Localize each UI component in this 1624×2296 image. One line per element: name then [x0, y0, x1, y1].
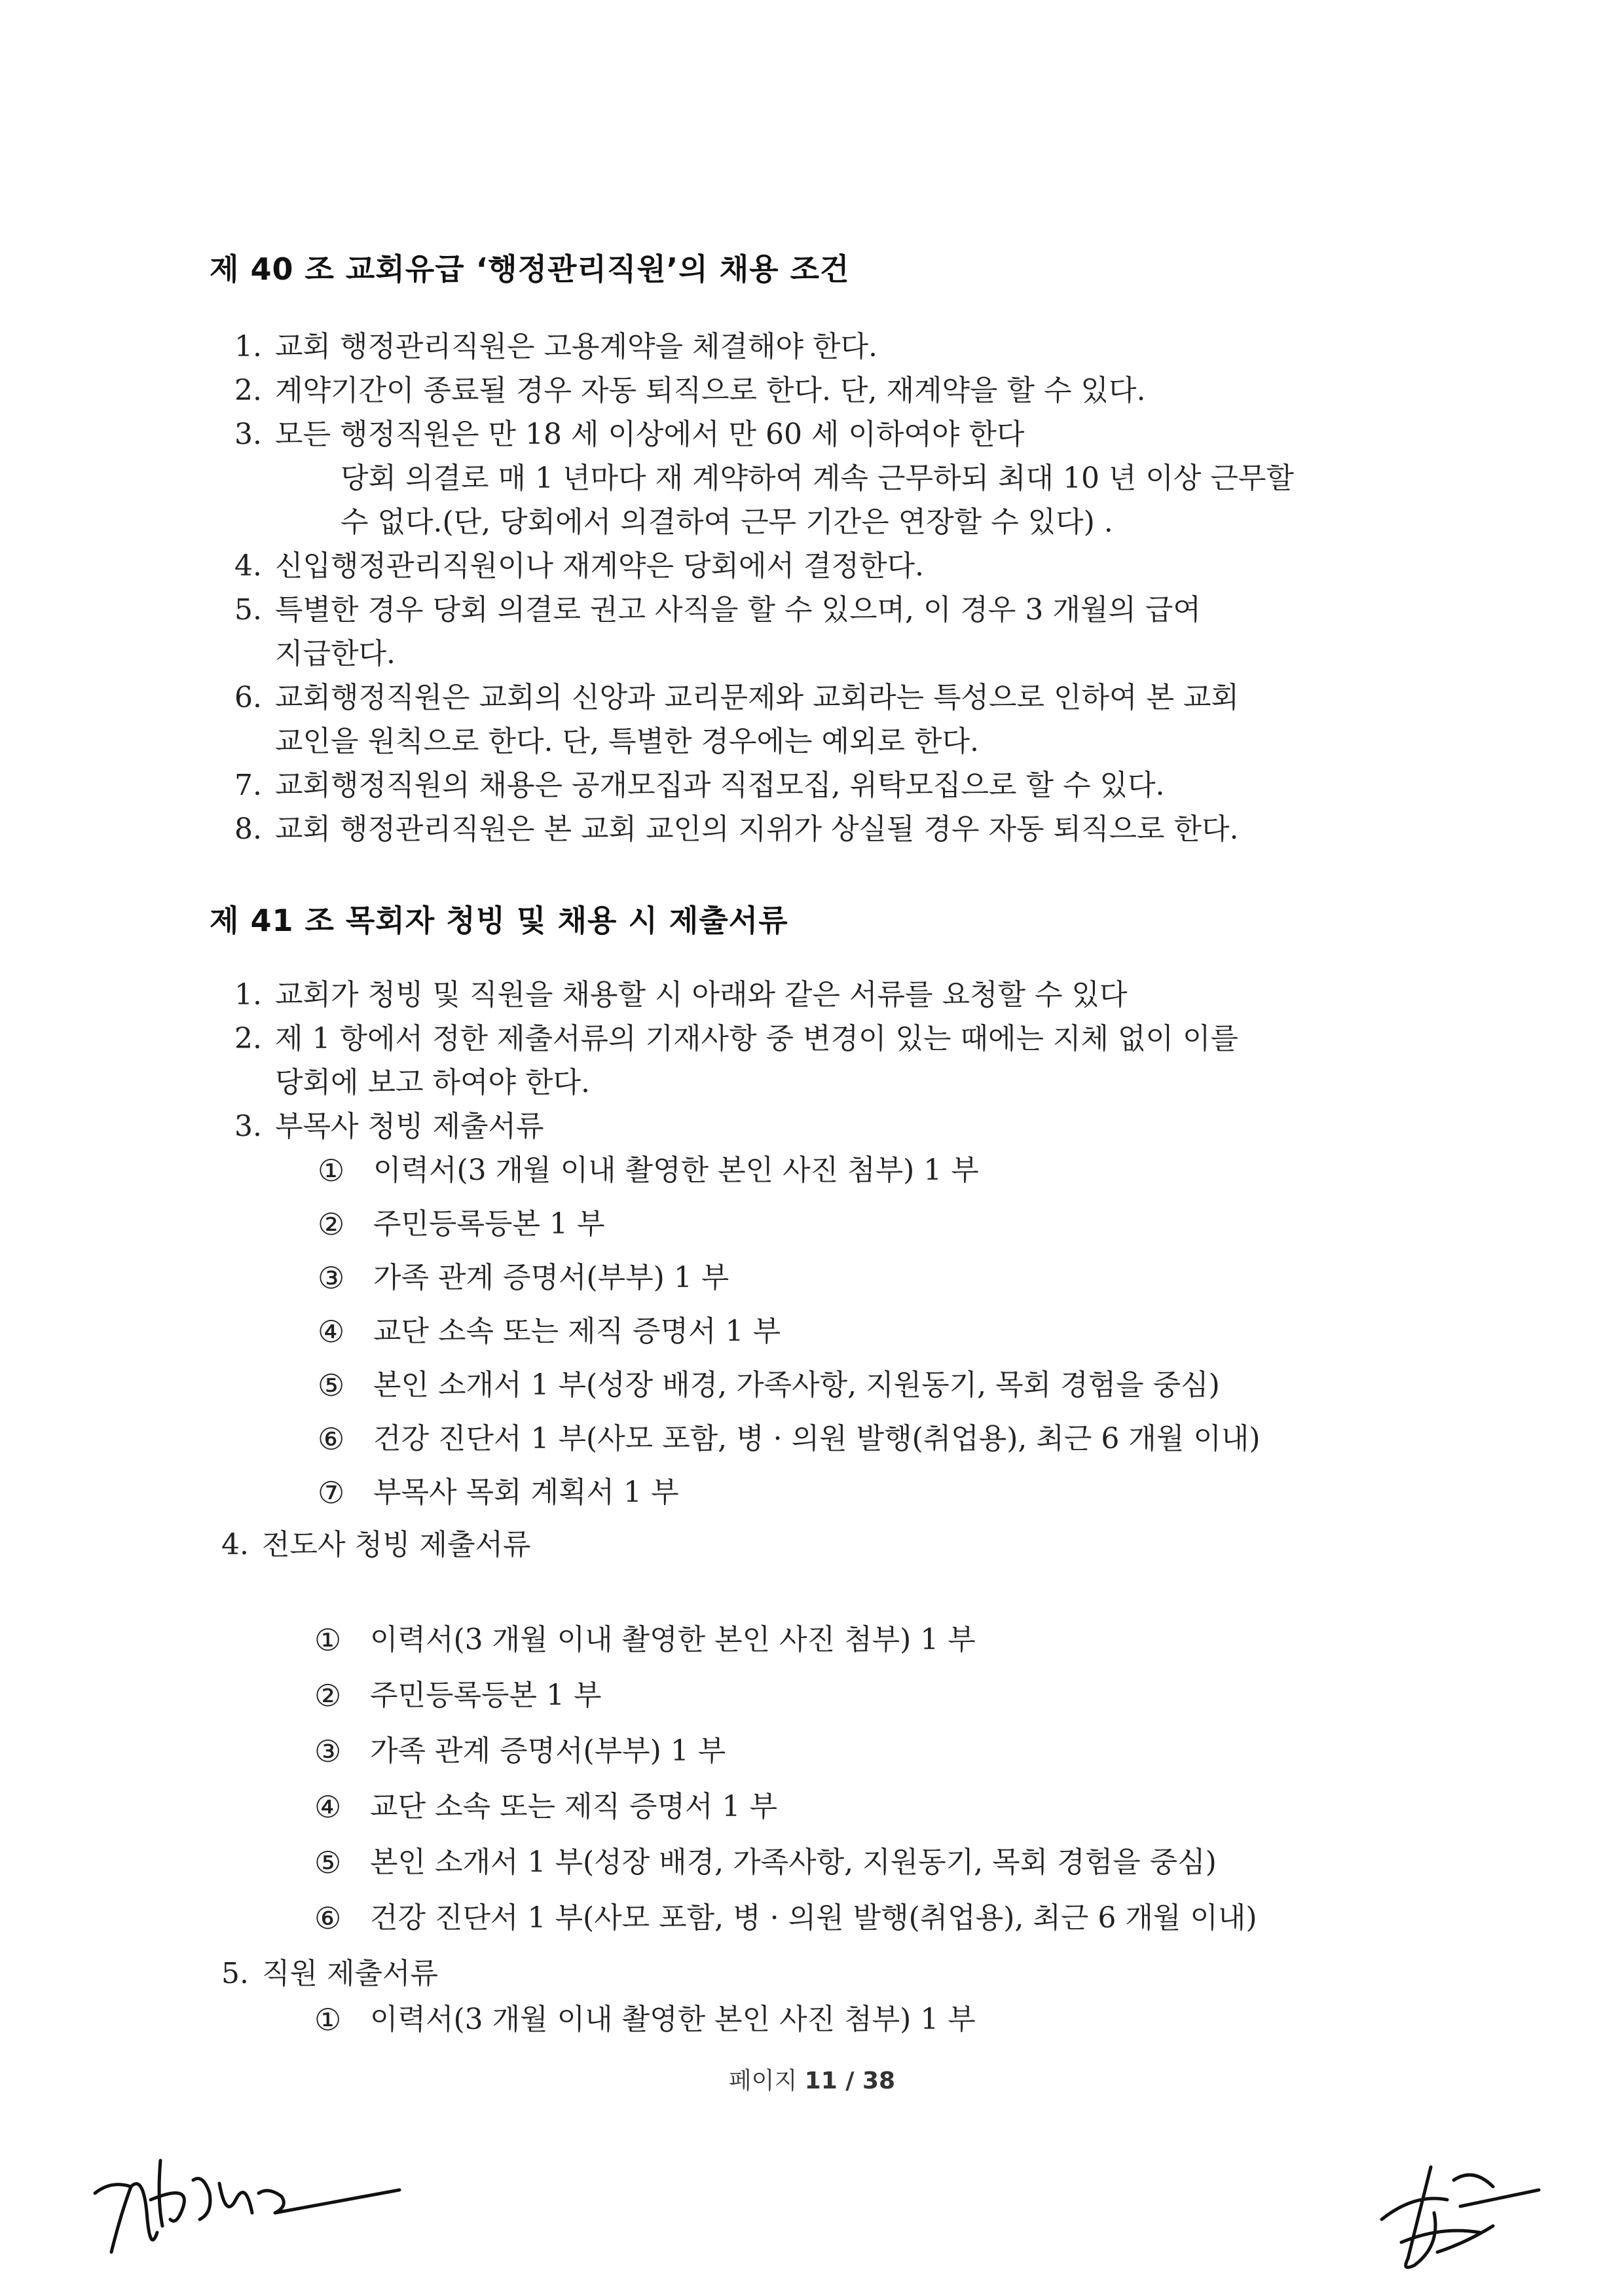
document-page: 제 40 조 교회유급 ‘행정관리직원’의 채용 조건 1. 교회 행정관리직원은 고용계약을 체결해야 한다. 2. 계약기간이 종료될 경우 자동 퇴직으로 한다. 단, 재계약을 할 수 있다. 3. 모든 행정직원은 만 18 세 이상에서 만 60 세 이하여야 한다 당회 의결로 매 1 년마다 재 계약하여 계속 근무하되 최대 10 년 이상 근무할 수 없다.(단, 당회에서 의결하여 근무 기간은 연장할 수 있다) . 4. 신입행정관리직원이나 재계약은 당회에서 결정한다. 5. 특별한 경우 당회 의결로 권고 사직을 할 수 있으며, 이 경우 3 개월의 급여 지급한다. 6. 교회행정직원은 교회의 신앙과 교리문제와 교회라는 특성으로 인하여 본 교회 교인을 원칙으로 한다. 단, 특별한 경우에는 예외로 한다. 7. 교회행정직원의 채용은 공개모집과 직접모집, 위탁모집으로 할 수 있다. 8. 교회 행정관리직원은 본 교회 교인의 지위가 상실될 경우 자동 퇴직으로 한다. 제 41 조 목회자 청빙 및 채용 시 제출서류 1. 교회가 청빙 및 직원을 채용할 시 아래와 같은 서류를 요청할 수 있다 2. 제 1 항에서 정한 제출서류의 기재사항 중 변경이 있는 때에는 지체 없이 이를 당회에 보고 하여야 한다. 3. 부목사 청빙 제출서류 ① 이력서(3 개월 이내 촬영한 본인 사진 첨부) 1 부 ② 주민등록등본 1 부 ③ 가족 관계 증명서(부부) 1 부 ④ 교단 소속 또는 제직 증명서 1 부 ⑤ 본인 소개서 1 부(성장 배경, 가족사항, 지원동기, 목회 경험을 중심) ⑥ 건강 진단서 1 부(사모 포함, 병 · 의원 발행(취업용), 최근 6 개월 이내) ⑦ 부목사 목회 계획서 1 부 4. 전도사 청빙 제출서류 ① 이력서(3 개월 이내 촬영한 본인 사진 첨부) 1 부 ② 주민등록등본 1 부 ③ 가족 관계 증명서(부부) 1 부 ④ 교단 소속 또는 제직 증명서 1 부 ⑤ 본인 소개서 1 부(성장 배경, 가족사항, 지원동기, 목회 경험을 중심) ⑥ 건강 진단서 1 부(사모 포함, 병 · 의원 발행(취업용), 최근 6 개월 이내) 5. 직원 제출서류 ① 이력서(3 개월 이내 촬영한 본인 사진 첨부) 1 부 페이지 11 / 38	[0, 0, 1624, 2296]
signature-left-icon	[85, 2121, 413, 2272]
article-41-heading: 제 41 조 목회자 청빙 및 채용 시 제출서류	[210, 903, 788, 938]
page-number: 11 / 38	[804, 2068, 896, 2094]
signature-right-icon	[1362, 2128, 1559, 2278]
article-40-heading: 제 40 조 교회유급 ‘행정관리직원’의 채용 조건	[210, 251, 850, 287]
page-footer	[0, 2062, 1624, 2096]
page-label: 페이지	[728, 2068, 798, 2094]
